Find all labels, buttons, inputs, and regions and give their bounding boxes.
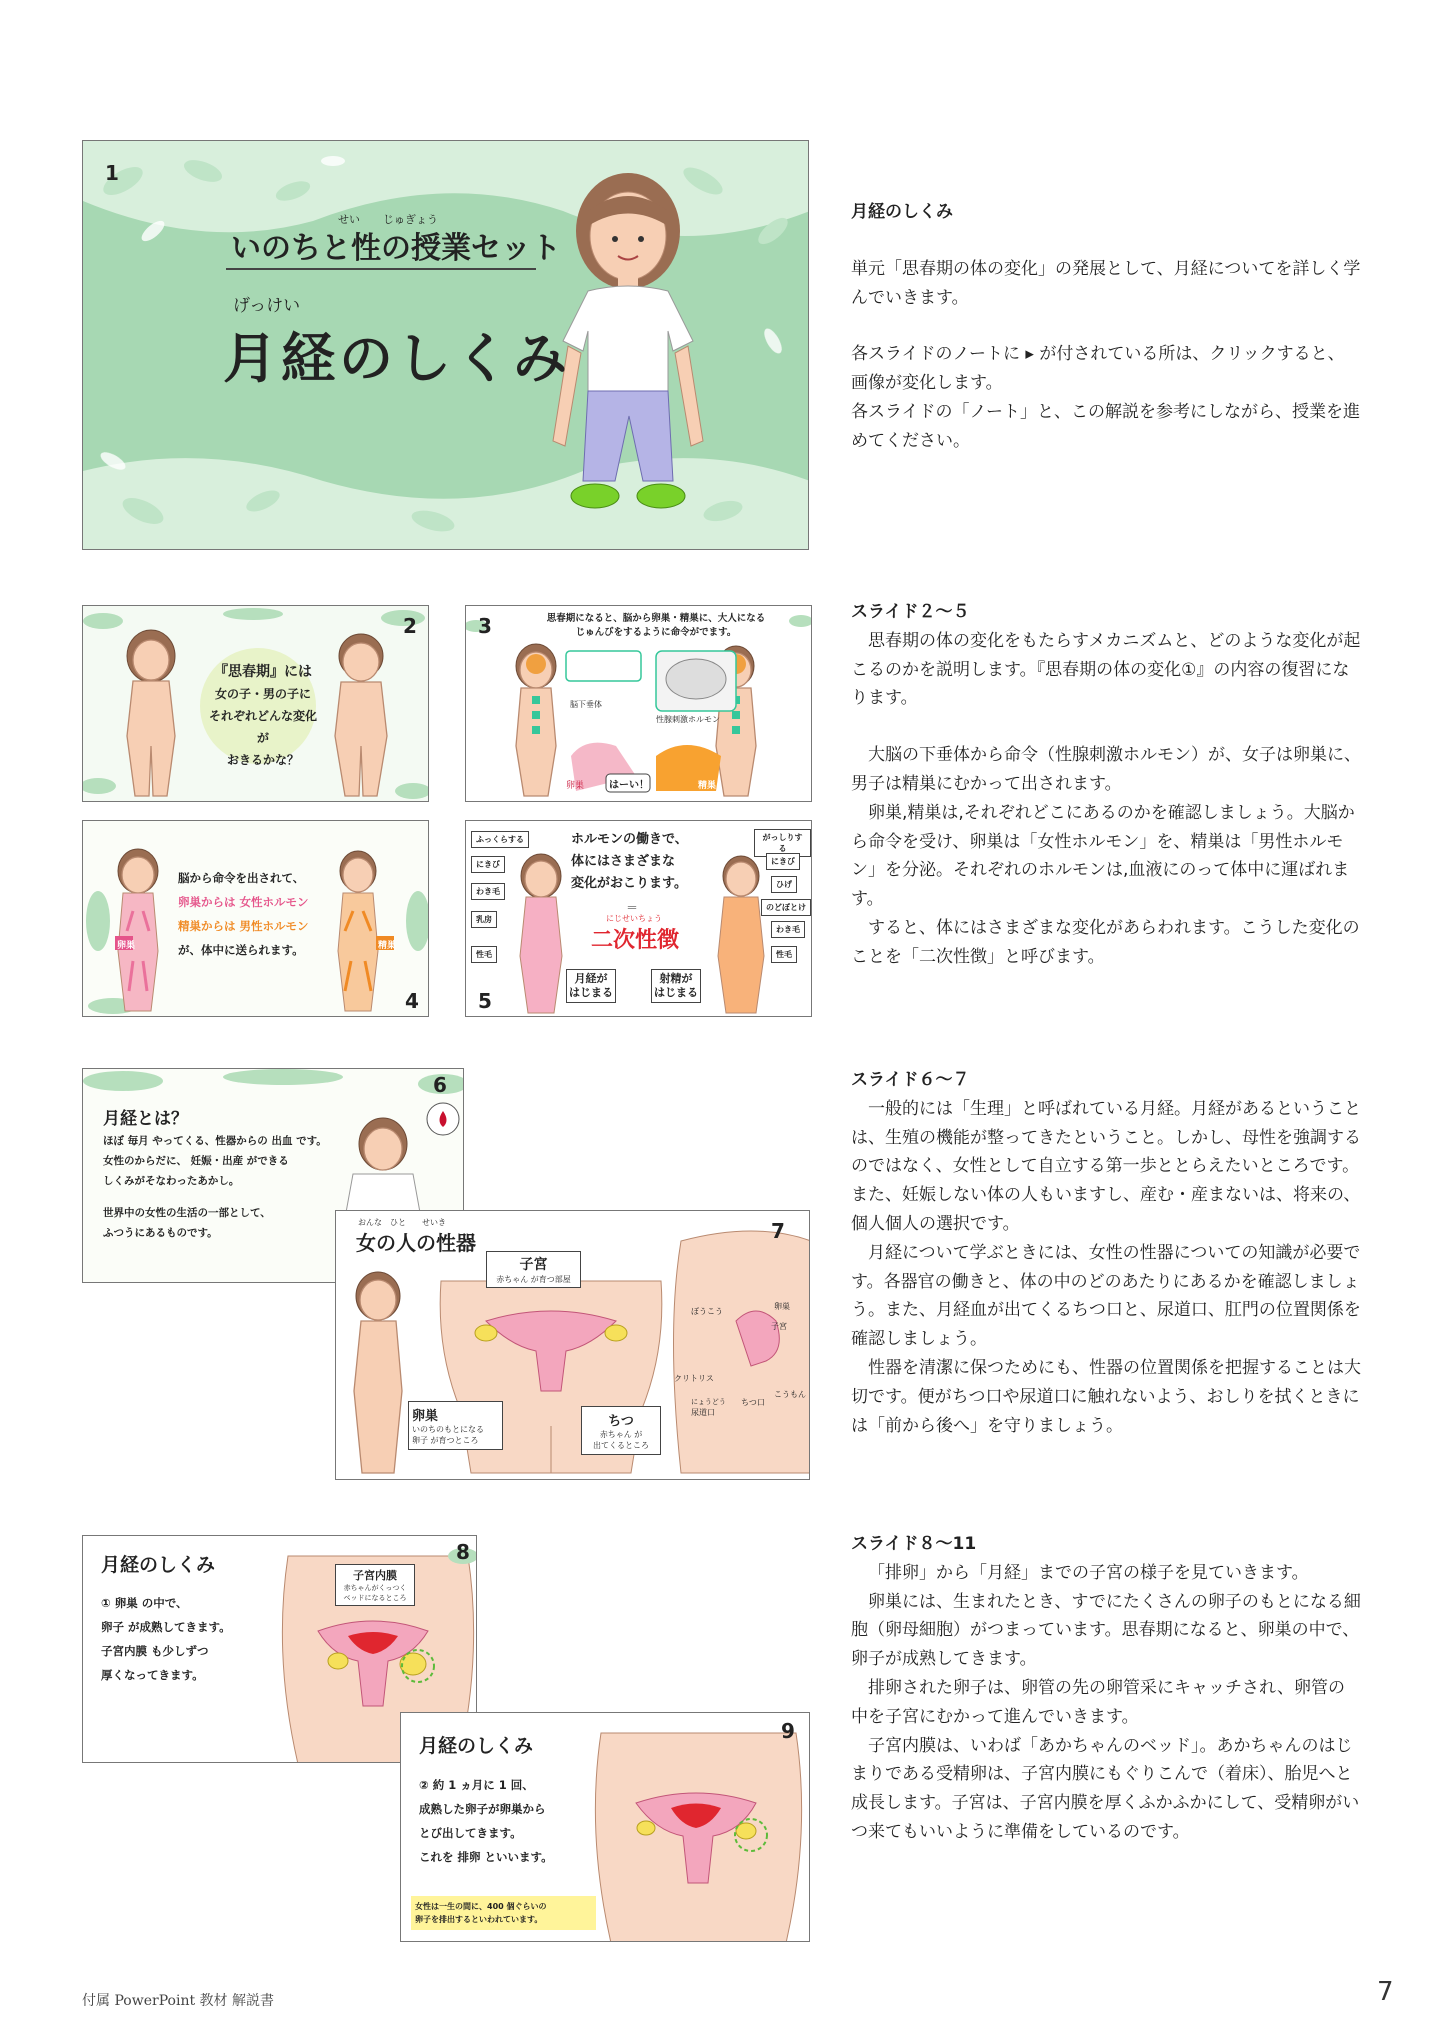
s9-title: 月経のしくみ	[419, 1735, 534, 1757]
slide-5-title	[571, 829, 711, 895]
s9-note1: 女性は一生の間に、400 個ぐらいの	[415, 1902, 547, 1911]
s4-tag-ovary: 卵巣	[117, 941, 136, 951]
s6-line2: 女性のからだに、 妊娠・出産 ができる	[103, 1155, 289, 1167]
slide-number: 6	[433, 1073, 447, 1097]
slide-9[interactable]	[400, 1712, 810, 1942]
s9-line3: とび出してきます。	[419, 1826, 522, 1840]
slide-5[interactable]	[465, 820, 812, 1017]
s3-label-brain: 脳下垂体	[570, 700, 602, 709]
s6-text	[103, 1131, 363, 1243]
s7-label-ovary: 卵巣	[774, 1302, 790, 1311]
s4-line2: 卵巣からは 女性ホルモン	[178, 895, 309, 909]
slide-4[interactable]	[82, 820, 429, 1017]
subtitle-underline	[226, 268, 536, 270]
intro-p1: 単元「思春期の体の変化」の発展として、月経についてを詳しく学んでいきます。	[851, 258, 1361, 308]
slide-7[interactable]	[335, 1210, 810, 1480]
s8-11-heading: スライド８～11	[851, 1534, 977, 1554]
s5-right-tag-2: にきび	[766, 853, 800, 870]
s5-box1: 月経が はじまる	[566, 969, 616, 1003]
footer-caption: 付属 PowerPoint 教材 解説書	[82, 1993, 274, 2009]
s7-vagina-sub1: 赤ちゃん が	[599, 1430, 643, 1439]
s7-ovary-sub2: 卵子 が育つところ	[412, 1436, 479, 1445]
s9-note	[411, 1896, 596, 1930]
s8-11-p3: 排卵された卵子は、卵管の先の卵管采にキャッチされ、卵管の中を子宮にむかって進んでいきます。	[851, 1677, 1346, 1727]
intro-p2: 各スライドのノートに ▸ が付されている所は、クリックすると、画像が変化します。	[851, 344, 1345, 394]
s2-5-p2: 大脳の下垂体から命令（性腺刺激ホルモン）が、女子は卵巣に、男子は精巣にむかって出されます。	[851, 745, 1361, 794]
s3-label-testis: 精巣	[698, 781, 717, 791]
s7-label-urethra: にょうどう	[691, 1398, 726, 1406]
s9-text	[419, 1773, 619, 1869]
s8-tag-sub2: ベッドになるところ	[343, 1594, 407, 1602]
s7-ovary: 卵巣	[412, 1409, 439, 1424]
slides-6-7-section	[851, 1066, 1361, 1440]
s4-line3: 精巣からは 男性ホルモン	[178, 919, 309, 933]
s3-line2: じゅんびをするように命令がでます。	[575, 627, 737, 638]
s7-label-uterus: 子宮	[771, 1322, 787, 1331]
s5-right-tag-5: わき毛	[771, 921, 805, 938]
slide-number: 9	[781, 1719, 795, 1743]
slides-8-11-section	[851, 1530, 1361, 1847]
slides-2-5-section	[851, 598, 1361, 972]
s5-right-tag-6: 性毛	[771, 946, 797, 963]
s8-line1: ① 卵巣 の中で、	[101, 1596, 188, 1610]
s9-line2: 成熟した卵子が卵巣から	[419, 1802, 546, 1816]
s5-left-tag-4: 乳房	[471, 911, 497, 928]
s6-7-heading: スライド６～７	[851, 1070, 970, 1090]
s4-line4: が、体中に送られます。	[178, 943, 304, 957]
slide-number: 4	[405, 989, 419, 1013]
ruby-sei: せい	[338, 213, 360, 226]
s3-label-hai: はーい！	[609, 780, 649, 791]
slide-subtitle: いのちと性の授業セット	[231, 231, 561, 266]
s7-label-vaginal-opening: ちつ口	[741, 1398, 765, 1407]
s4-line1: 脳から命令を出されて、	[178, 871, 305, 885]
slide-title: 月経のしくみ	[223, 327, 571, 390]
s5-title2: 体にはさまざまな	[571, 854, 676, 869]
s5-left-tag-1: ふっくらする	[471, 831, 529, 848]
s9-note2: 卵子を排出するといわれています。	[415, 1915, 543, 1924]
s6-7-p3: 性器を清潔に保つためにも、性器の位置関係を把握することは大切です。便がちつ口や尿道口に触れないよう、おしりを拭くときには「前から後へ」を守りましょう。	[851, 1357, 1361, 1436]
s7-vagina-sub2: 出てくるところ	[593, 1441, 649, 1450]
slide-number: 1	[105, 161, 119, 185]
slide-number: 8	[456, 1540, 470, 1564]
s8-line3: 子宮内膜 も少しずつ	[101, 1644, 209, 1658]
s2-line2: 女の子・男の子に	[214, 687, 311, 701]
s7-label-anus: こうもん	[774, 1390, 806, 1399]
s8-11-p4: 子宮内膜は、いわば「あかちゃんのベッド」。あかちゃんのはじまりである受精卵は、子宮内膜にもぐりこんで（着床）、胎児へと成長します。子宮は、子宮内膜を厚くふかふかにして、受精卵がいつ来てもいいように準備をしているのです。	[851, 1735, 1360, 1842]
s8-line4: 厚くなってきます。	[101, 1668, 204, 1682]
s2-5-p3: 卵巣,精巣は,それぞれどこにあるのかを確認しましょう。大脳から命令を受け、卵巣は「女性ホルモン」を、精巣は「男性ホルモン」を分泌。それぞれのホルモンは,血液にのって体中に運ばれます。	[851, 802, 1355, 910]
s8-tag-box	[335, 1564, 415, 1606]
s5-right-tag-4: のどぼとけ	[761, 899, 811, 916]
s7-title: 女の人の性器	[356, 1231, 476, 1255]
s5-ruby: にじせいちょう	[606, 914, 662, 923]
slide-number: 5	[478, 989, 492, 1013]
s5-left-tag-5: 性毛	[471, 946, 497, 963]
s8-text	[101, 1591, 291, 1687]
slide-number: 3	[478, 614, 492, 638]
s8-line2: 卵子 が成熟してきます。	[101, 1620, 231, 1634]
s7-vagina-box	[581, 1406, 661, 1455]
s8-title: 月経のしくみ	[101, 1554, 216, 1576]
s2-line4: おきるかな？	[226, 753, 299, 767]
s3-label-hormone: 性腺刺激ホルモン	[656, 715, 720, 724]
s9-line1: ② 約 1 ヵ月に 1 回、	[419, 1778, 534, 1792]
s7-label-urethral-opening: 尿道口	[691, 1408, 715, 1417]
s5-big: 二次性徴	[591, 928, 680, 953]
s8-11-p1: 「排卵」から「月経」までの子宮の様子を見ていきます。	[868, 1562, 1309, 1583]
s2-5-p1: 思春期の体の変化をもたらすメカニズムと、どのような変化が起こるのかを説明します。『思春期の体の変化①』の内容の復習になります。	[851, 630, 1361, 709]
s7-ruby: おんな ひと せいき	[358, 1218, 446, 1227]
slide-number: 7	[771, 1219, 785, 1243]
s5-eq: ＝	[626, 901, 639, 915]
subtitle-ruby-2: じゅぎょう	[383, 213, 438, 226]
s9-line4: これを 排卵 といいます。	[419, 1850, 553, 1864]
s5-title3: 変化がおこります。	[571, 876, 687, 891]
s4-tag-testis: 精巣	[378, 941, 397, 951]
s7-label-bladder: ぼうこう	[691, 1307, 723, 1316]
s5-right-tag-1: がっしりする	[754, 829, 811, 857]
s7-vagina: ちつ	[608, 1414, 634, 1429]
s6-line3: しくみがそなわったあかし。	[103, 1175, 240, 1187]
s5-title1: ホルモンの働きで、	[571, 832, 688, 847]
slide-1[interactable]	[82, 140, 809, 550]
s6-title: 月経とは？	[103, 1109, 188, 1129]
slide-3-header	[521, 612, 791, 640]
s8-11-p2: 卵巣には、生まれたとき、すでにたくさんの卵子のもとになる細胞（卵母細胞）がつまっています。思春期になると、卵巣の中で、卵子が成熟してきます。	[851, 1591, 1361, 1670]
s2-5-heading: スライド２～５	[851, 602, 970, 622]
s8-tag-sub1: 赤ちゃんがくっつく	[343, 1584, 407, 1592]
s8-tag: 子宮内膜	[353, 1569, 397, 1582]
s7-ovary-sub1: いのちのもとになる	[412, 1425, 484, 1434]
slide-2-text	[208, 661, 318, 771]
s7-uterus-sub: 赤ちゃん が育つ部屋	[496, 1275, 571, 1284]
s5-left-tag-3: わき毛	[471, 883, 505, 900]
intro-heading: 月経のしくみ	[851, 202, 953, 222]
s5-box2: 射精が はじまる	[651, 969, 701, 1003]
s7-uterus-box	[486, 1251, 581, 1288]
s7-ovary-box	[408, 1401, 503, 1450]
s6-line1: ほぼ 毎月 やってくる、性器からの 出血 です。	[103, 1135, 327, 1147]
s6-7-p2: 月経について学ぶときには、女性の性器についての知識が必要です。各器官の働きと、体の中のどのあたりにあるかを確認しましょう。また、月経血が出てくるちつ口と、尿道口、肛門の位置関係を確認しましょう。	[851, 1242, 1361, 1350]
title-ruby: げっけい	[233, 296, 301, 316]
intro-p3: 各スライドの「ノート」と、この解説を参考にしながら、授業を進めてください。	[851, 401, 1360, 451]
s2-line3: それぞれどんな変化が	[208, 709, 317, 745]
s5-right-tag-3: ひげ	[771, 876, 797, 893]
s3-line1: 思春期になると、脳から卵巣・精巣に、大人になる	[546, 613, 766, 624]
slide-3[interactable]	[465, 605, 812, 802]
s6-line4: 世界中の女性の生活の一部として、	[103, 1207, 271, 1219]
slide-number: 2	[403, 614, 417, 638]
s2-line1: 『思春期』には	[214, 664, 312, 680]
page-number: 7	[1377, 1977, 1394, 2007]
s7-label-clitoris: クリトリス	[674, 1374, 714, 1383]
s6-7-p1: 一般的には「生理」と呼ばれている月経。月経があるということは、生殖の機能が整ってきたということ。しかし、母性を強調するのではなく、女性として自立する第一歩ととらえたいところです。また、妊娠しない体の人もいますし、産む・産まないは、将来の、個人個人の選択です。	[851, 1098, 1361, 1234]
s2-5-p4: すると、体にはさまざまな変化があらわれます。こうした変化のことを「二次性徴」と呼びます。	[851, 917, 1360, 967]
slide-2[interactable]	[82, 605, 429, 802]
slide-4-text	[178, 866, 348, 962]
intro-section	[851, 198, 1361, 456]
s7-uterus: 子宮	[519, 1257, 548, 1273]
s3-label-ovary: 卵巣	[566, 781, 585, 791]
s6-line5: ふつうにあるものです。	[103, 1227, 218, 1239]
s5-left-tag-2: にきび	[471, 856, 505, 873]
